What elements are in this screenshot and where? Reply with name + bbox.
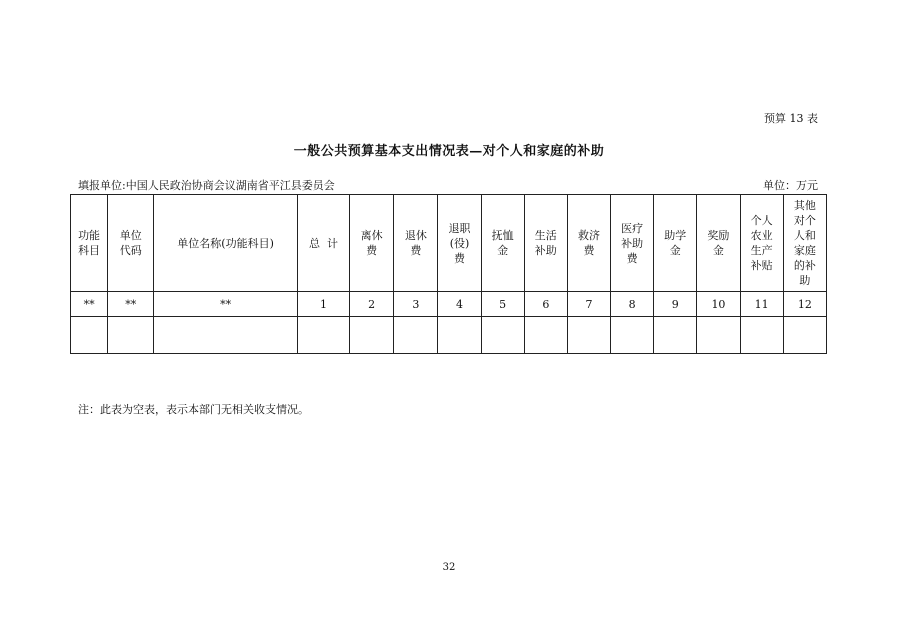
empty-cell xyxy=(438,317,481,354)
index-cell: ** xyxy=(71,292,108,317)
header-row xyxy=(71,195,827,292)
page-title: 一般公共预算基本支出情况表—对个人和家庭的补助 xyxy=(293,144,605,159)
empty-cell xyxy=(297,317,349,354)
empty-cell xyxy=(71,317,108,354)
index-cell: 1 xyxy=(297,292,349,317)
index-cell: 5 xyxy=(481,292,524,317)
index-row xyxy=(71,292,827,317)
empty-cell xyxy=(108,317,154,354)
index-cell: 12 xyxy=(783,292,826,317)
index-cell: 4 xyxy=(438,292,481,317)
header-cell: 生活补助 xyxy=(524,195,567,292)
budget-table xyxy=(70,194,827,354)
index-cell: 10 xyxy=(697,292,740,317)
header-cell: 功能科目 xyxy=(71,195,108,292)
header-cell: 医疗补助费 xyxy=(611,195,654,292)
header-cell: 个人农业生产补贴 xyxy=(740,195,783,292)
empty-data-row xyxy=(71,317,827,354)
empty-cell xyxy=(654,317,697,354)
header-cell: 退休费 xyxy=(394,195,438,292)
empty-cell xyxy=(524,317,567,354)
index-cell: 11 xyxy=(740,292,783,317)
header-cell: 退职(役)费 xyxy=(438,195,481,292)
index-cell: ** xyxy=(154,292,298,317)
index-cell: 9 xyxy=(654,292,697,317)
header-cell: 奖励金 xyxy=(697,195,740,292)
table-number: 预算 13 表 xyxy=(764,112,818,125)
index-cell: 2 xyxy=(350,292,394,317)
empty-cell xyxy=(783,317,826,354)
empty-cell xyxy=(697,317,740,354)
header-cell: 单位代码 xyxy=(108,195,154,292)
reporting-unit: 填报单位:中国人民政治协商会议湖南省平江县委员会 xyxy=(78,179,335,192)
empty-cell xyxy=(567,317,610,354)
page-number: 32 xyxy=(442,562,456,573)
currency-unit: 单位：万元 xyxy=(763,179,818,192)
empty-cell xyxy=(394,317,438,354)
index-cell: 3 xyxy=(394,292,438,317)
header-cell: 总 计 xyxy=(297,195,349,292)
header-cell: 单位名称(功能科目) xyxy=(154,195,298,292)
index-cell: 8 xyxy=(611,292,654,317)
empty-cell xyxy=(740,317,783,354)
header-cell: 离休费 xyxy=(350,195,394,292)
index-cell: 6 xyxy=(524,292,567,317)
empty-cell xyxy=(350,317,394,354)
empty-cell xyxy=(154,317,298,354)
header-cell: 抚恤金 xyxy=(481,195,524,292)
header-cell: 助学金 xyxy=(654,195,697,292)
index-cell: 7 xyxy=(567,292,610,317)
empty-cell xyxy=(611,317,654,354)
footnote: 注：此表为空表，表示本部门无相关收支情况。 xyxy=(78,403,309,416)
header-cell: 救济费 xyxy=(567,195,610,292)
index-cell: ** xyxy=(108,292,154,317)
empty-cell xyxy=(481,317,524,354)
header-cell: 其他对个人和家庭的补助 xyxy=(783,195,826,292)
